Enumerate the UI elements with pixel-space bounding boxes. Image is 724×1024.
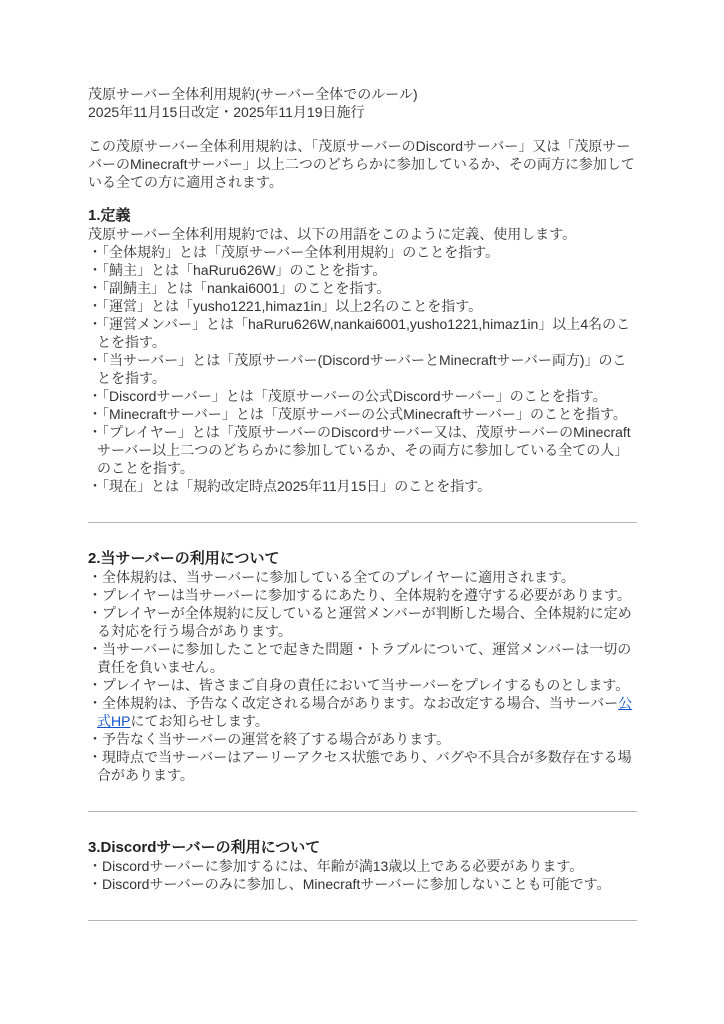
- bullet-list: [88, 243, 637, 495]
- list-item: ・予告なく当サーバーの運営を終了する場合があります。: [88, 731, 451, 747]
- list-item: ・当サーバーに参加したことで起きた問題・トラブルについて、運営メンバーは一切の責任を負いません。: [88, 641, 632, 675]
- list-item: ・「鯖主」とは「haRuru626W」のことを指す。: [88, 262, 387, 278]
- revision-date-line: 2025年11月15日改定・2025年11月19日施行: [88, 104, 365, 120]
- list-item: ・「Discordサーバー」とは「茂原サーバーの公式Discordサーバー」のことを指す。: [88, 388, 607, 404]
- section-heading: 1.定義: [88, 207, 131, 224]
- list-item: ・「副鯖主」とは「nankai6001」のことを指す。: [88, 280, 391, 296]
- intro-paragraph: この茂原サーバー全体利用規約は、「茂原サーバーのDiscordサーバー」又は「茂原サーバーのMinecraftサーバー」以上二つのどちらかに参加しているか、その両方に参加している全ての方に適用されます。: [88, 138, 635, 190]
- section-lead: 茂原サーバー全体利用規約では、以下の用語をこのように定義、使用します。: [88, 226, 577, 242]
- list-item: ・「運営メンバー」とは「haRuru626W,nankai6001,yusho1221,himaz1in」以上4名のことを指す。: [88, 316, 631, 350]
- list-item: ・Discordサーバーに参加するには、年齢が満13歳以上である必要があります。: [88, 858, 584, 874]
- title-block: [88, 85, 637, 121]
- document-title: 茂原サーバー全体利用規約(サーバー全体でのルール): [88, 86, 418, 102]
- list-item: ・プレイヤーが全体規約に反していると運営メンバーが判断した場合、全体規約に定める対応を行う場合があります。: [88, 605, 632, 639]
- list-item: ・「運営」とは「yusho1221,himaz1in」以上2名のことを指す。: [88, 298, 483, 314]
- section: [88, 207, 637, 495]
- list-item: ・現時点で当サーバーはアーリーアクセス状態であり、バグや不具合が多数存在する場合があります。: [88, 749, 632, 783]
- bullet-list: [88, 857, 637, 893]
- section: [88, 839, 637, 893]
- list-item: ・Discordサーバーのみに参加し、Minecraftサーバーに参加しないことも可能です。: [88, 876, 611, 892]
- section-divider: [88, 811, 637, 812]
- list-item: ・プレイヤーは当サーバーに参加するにあたり、全体規約を遵守する必要があります。: [88, 587, 631, 603]
- list-item: ・「プレイヤー」とは「茂原サーバーのDiscordサーバー又は、茂原サーバーのMinecraftサーバー以上二つのどちらかに参加しているか、その両方に参加している全ての人」のことを指す。: [88, 424, 631, 476]
- list-item: ・「当サーバー」とは「茂原サーバー(DiscordサーバーとMinecraftサーバー両方)」のことを指す。: [88, 352, 627, 386]
- list-item: ・全体規約は、予告なく改定される場合があります。なお改定する場合、当サーバー公式HPにてお知らせします。: [88, 695, 633, 729]
- section-divider: [88, 522, 637, 523]
- list-item: ・「現在」とは「規約改定時点2025年11月15日」のことを指す。: [88, 478, 492, 494]
- section: [88, 550, 637, 784]
- list-item: ・「Minecraftサーバー」とは「茂原サーバーの公式Minecraftサーバー」のことを指す。: [88, 406, 627, 422]
- section-divider: [88, 920, 637, 921]
- list-item: ・プレイヤーは、皆さまご自身の責任において当サーバーをプレイするものとします。: [88, 677, 630, 693]
- bullet-list: [88, 568, 637, 784]
- official-hp-link[interactable]: 公式HP: [97, 695, 633, 729]
- section-heading: 2.当サーバーの利用について: [88, 550, 280, 567]
- section-heading: 3.Discordサーバーの利用について: [88, 839, 321, 856]
- list-item: ・全体規約は、当サーバーに参加している全てのプレイヤーに適用されます。: [88, 569, 575, 585]
- list-item: ・「全体規約」とは「茂原サーバー全体利用規約」のことを指す。: [88, 244, 500, 260]
- sections-container: [88, 207, 637, 921]
